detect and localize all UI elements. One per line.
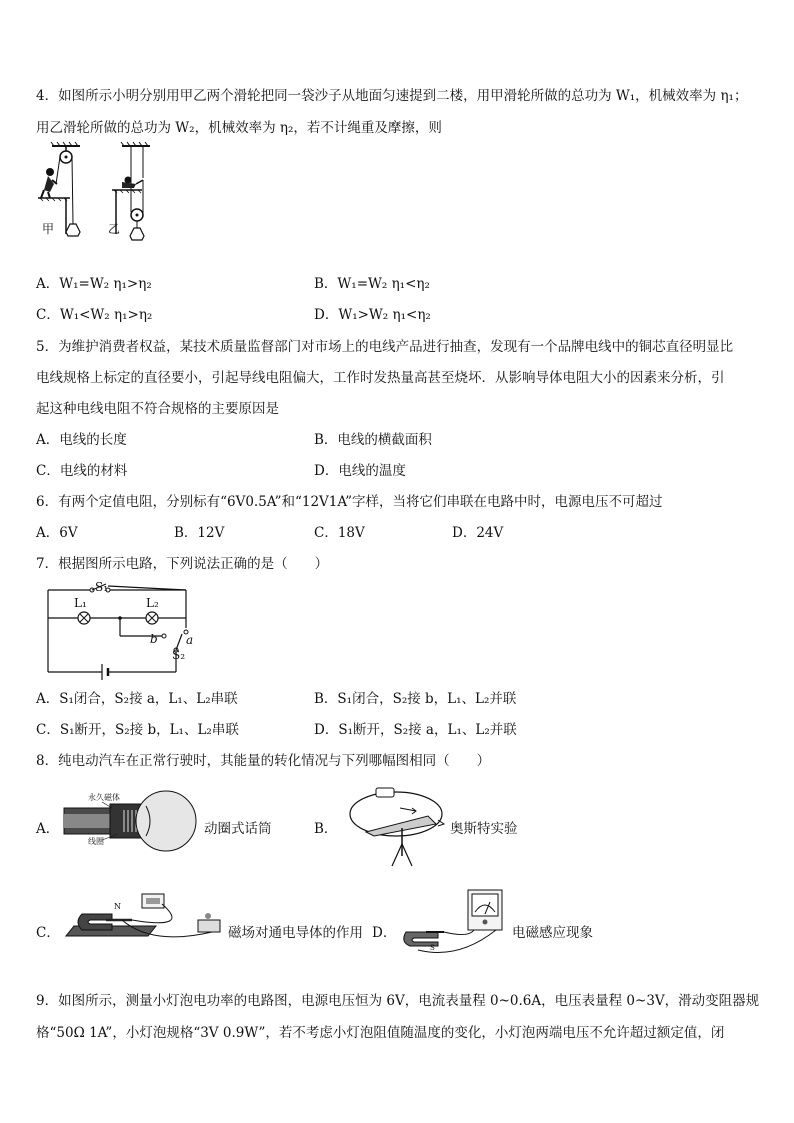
q6-text-line1: 6．有两个定值电阻，分别标有“6V0.5A”和“12V1A”字样，当将它们串联在电路中时，电源电压不可超过 <box>36 494 663 510</box>
q7-label-l1: L₁ <box>74 596 87 610</box>
q4-figure-label-jia: 甲 <box>42 222 55 236</box>
q5-option-c: C．电线的材料 <box>36 463 128 479</box>
q7-option-b: B．S₁闭合，S₂接 b，L₁、L₂并联 <box>314 691 517 707</box>
q7-option-d: D．S₁断开，S₂接 a，L₁、L₂并联 <box>314 722 517 738</box>
q7-label-s1: S₁ <box>95 580 109 594</box>
q8-option-a-caption: 动圈式话筒 <box>204 821 272 837</box>
q4-option-b: B．W₁=W₂ η₁<η₂ <box>314 276 430 292</box>
q4-text-line2: 用乙滑轮所做的总功为 W₂，机械效率为 η₂，若不计绳重及摩擦，则 <box>36 120 442 136</box>
q8-c-fig-n-label: N <box>114 902 121 911</box>
q8-option-b-caption: 奥斯特实验 <box>450 821 518 837</box>
q4-figure-label-yi: 乙 <box>108 222 121 236</box>
q8-option-b-letter: B． <box>314 821 338 837</box>
q8-a-fig-magnet-label: 永久磁体 <box>88 793 120 802</box>
q5-text-line2: 电线规格上标定的直径要小，引起导线电阻偏大，工作时发热量高甚至烧坏．从影响导体电阻大小的因素来分析，引 <box>36 370 725 386</box>
q4-pulley-figure <box>36 140 166 265</box>
q9-text-line1: 9．如图所示，测量小灯泡电功率的电路图，电源电压恒为 6V，电流表量程 0~0.6A，电压表量程 0~3V，滑动变阻器规 <box>36 993 760 1009</box>
q5-text-line1: 5．为维护消费者权益，某技术质量监督部门对市场上的电线产品进行抽查，发现有一个品牌电线中的铜芯直径明显比 <box>36 339 734 355</box>
q7-label-l2: L₂ <box>146 596 159 610</box>
q4-option-c: C．W₁<W₂ η₁>η₂ <box>36 307 153 323</box>
q8-text-line1: 8．纯电动汽车在正常行驶时，其能量的转化情况与下列哪幅图相同（ ） <box>36 753 491 769</box>
q7-label-s2: S₂ <box>172 648 186 662</box>
q8-a-fig-coil-label: 线圈 <box>88 837 104 846</box>
q7-text-line1: 7．根据图所示电路，下列说法正确的是（ ） <box>36 556 329 572</box>
q5-option-a: A．电线的长度 <box>36 432 127 448</box>
q6-option-c: C．18V <box>314 525 365 541</box>
q8-option-c-caption: 磁场对通电导体的作用 <box>228 925 363 941</box>
q6-option-d: D．24V <box>452 525 504 541</box>
q7-option-c: C．S₁断开，S₂接 b，L₁、L₂串联 <box>36 722 239 738</box>
q8-option-a-letter: A． <box>36 821 60 837</box>
q5-text-line3: 起这种电线电阻不符合规格的主要原因是 <box>36 401 279 417</box>
q6-option-b: B．12V <box>174 525 225 541</box>
q7-option-a: A．S₁闭合，S₂接 a，L₁、L₂串联 <box>36 691 238 707</box>
q7-circuit-diagram <box>40 580 200 680</box>
q5-option-d: D．电线的温度 <box>314 463 406 479</box>
q7-label-a: a <box>186 633 194 647</box>
q7-label-b: b <box>150 632 158 646</box>
q4-text-line1: 4．如图所示小明分别用甲乙两个滑轮把同一袋沙子从地面匀速提到二楼，用甲滑轮所做的总功为 W₁，机械效率为 η₁； <box>36 88 748 104</box>
q8-option-d-caption: 电磁感应现象 <box>512 925 593 941</box>
q4-option-d: D．W₁>W₂ η₁<η₂ <box>314 307 431 323</box>
q8-d-fig-s-label: S <box>430 944 435 952</box>
q5-option-b: B．电线的横截面积 <box>314 432 432 448</box>
q8-induction-figure <box>398 888 510 960</box>
q8-microphone-figure <box>62 786 200 856</box>
q8-oersted-figure <box>346 784 456 876</box>
q4-option-a: A．W₁=W₂ η₁>η₂ <box>36 276 152 292</box>
q8-motor-effect-figure <box>62 890 227 952</box>
q8-option-c-letter: C． <box>36 925 60 941</box>
q9-text-line2: 格“50Ω 1A”，小灯泡规格“3V 0.9W”，若不考虑小灯泡阻值随温度的变化，小灯泡两端电压不允许超过额定值，闭 <box>36 1025 725 1041</box>
q8-option-d-letter: D． <box>372 925 397 941</box>
q6-option-a: A．6V <box>36 525 78 541</box>
